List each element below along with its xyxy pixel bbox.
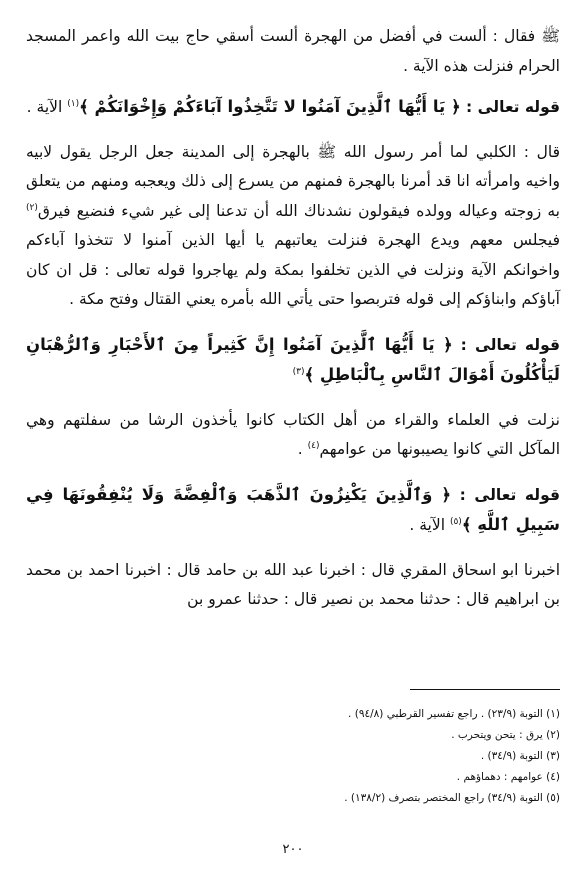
footnote-3: (٣) التوبة (٣٤/٩) .	[480, 750, 560, 762]
footnote-ref-5[interactable]: (٥)	[449, 516, 462, 527]
paragraph-2-verse	[26, 92, 560, 123]
footnote-ref-4[interactable]: (٤)	[307, 440, 320, 451]
verse-lead: قوله تعالى :	[451, 485, 560, 504]
page-number: ٢٠٠	[282, 842, 304, 857]
footnote-ref-3[interactable]: (٣)	[292, 366, 305, 377]
verse-lead: قوله تعالى :	[452, 335, 560, 354]
footnote-divider	[410, 689, 560, 690]
paragraph-7-text: اخبرنا ابو اسحاق المقري قال : اخبرنا عبد الله بن حامد قال : اخبرنا احمد بن محمد بن ابراهيم قال : حدثنا محمد بن نصير قال : حدثنا عمرو بن	[26, 560, 560, 608]
footnote-ref-1[interactable]: (١)	[67, 98, 80, 109]
paragraph-4-verse	[26, 330, 560, 391]
verse-tail: الآية .	[26, 98, 68, 116]
verse-text: ﴿ وَٱلَّذِينَ يَكْنِزُونَ ٱلذَّهَبَ وَٱلْفِضَّةَ وَلَا يُنْفِقُونَهَا فِي سَبِيلِ ٱللَّهِ ﴾	[26, 484, 560, 534]
footnote-2: (٢) يرق : يتحن ويتحرب .	[451, 729, 560, 741]
paragraph-1-text: ﷺ فقال : ألست في أفضل من الهجرة ألست أسقي حاج بيت الله واعمر المسجد الحرام فنزلت هذه الآية .	[26, 27, 560, 75]
paragraph-5-text: نزلت في العلماء والقراء من أهل الكتاب كانوا يأخذون الرشا من سفلتهم وهي المآكل التي كانوا يصيبونها من عوامهم	[26, 410, 560, 458]
main-text-column	[26, 22, 560, 615]
verse-lead: قوله تعالى :	[460, 98, 560, 116]
paragraph-5-tail: .	[297, 440, 308, 458]
verse-text: ﴿ يَا أَيُّهَا ٱلَّذِينَ آمَنُوا إِنَّ كَثِيراً مِنَ ٱلأَحْبَارِ وَٱلرُّهْبَانِ لَيَأْكُلُونَ أَمْوَالَ ٱلنَّاسِ بِٱلْبَاطِلِ ﴾	[26, 334, 560, 384]
paragraph-6-verse	[26, 480, 560, 541]
footnote-1: (١) التوبة (٢٣/٩) . راجع تفسير القرطبي (٩٤/٨) .	[348, 708, 560, 720]
paragraph-7	[26, 556, 560, 615]
footnotes-list	[26, 704, 560, 809]
footnote-ref-2[interactable]: (٢)	[26, 202, 38, 213]
paragraph-3-text-cont: فيجلس معهم ويدع الهجرة فنزلت يعاتبهم يا أيها الذين آمنوا لا تتخذوا آباءكم واخوانكم الآية ونزلت في الذين تخلفوا بمكة ولم يهاجروا قوله تعالى : قل ان كان آباؤكم وابناؤكم إلى قوله فتربصوا حتى يأتي الله بأمره يعني القتال وفتح مكة .	[26, 231, 560, 308]
footnote-5: (٥) التوبة (٣٤/٩) راجع المختصر بتصرف (١٣٨/٢) .	[344, 792, 560, 804]
paragraph-3	[26, 138, 560, 315]
paragraph-3-text: قال : الكلبي لما أمر رسول الله ﷺ بالهجرة إلى المدينة جعل الرجل يقول لابيه واخيه وامرأته انا قد أمرنا بالهجرة فمنهم من يسرع إلى ذلك ويعجبه ومنهم من يتعلق به زوجته وعياله وولده فيقولون نشدناك الله أن تدعنا إلى غير شيء فنضيع فيرق	[26, 142, 560, 220]
footnote-4: (٤) عوامهم : دهماؤهم .	[456, 771, 560, 783]
paragraph-5	[26, 406, 560, 465]
verse-tail: الآية .	[409, 516, 450, 534]
paragraph-1	[26, 22, 560, 81]
verse-text: ﴿ يَا أَيُّهَا ٱلَّذِينَ آمَنُوا لا تَتَّخِذُوا آبَاءَكُمْ وَإِخْوَانَكُمْ ﴾	[79, 97, 461, 116]
